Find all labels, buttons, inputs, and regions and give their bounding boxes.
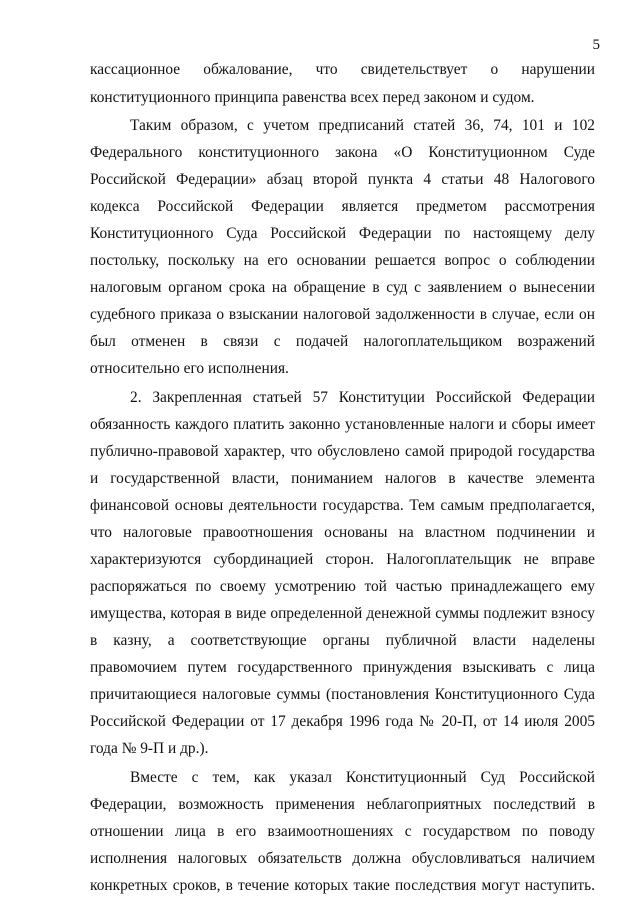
text-line: характеризуются субординацией сторон. Налогоплательщик не вправе [90, 551, 595, 568]
text-line: постольку, поскольку на его основании решается вопрос о соблюдении [90, 252, 595, 269]
text-line: Федерального конституционного закона «О Конституционном Суде [90, 144, 595, 161]
text-line: отношении лица в его взаимоотношениях с государством по поводу [90, 823, 595, 840]
text-line: финансовой основы деятельности государства. Тем самым предполагается, [90, 497, 595, 514]
text-line: Федерации, возможность применения неблагоприятных последствий в [90, 796, 595, 813]
text-line: Российской Федерации» абзац второй пункта 4 статьи 48 Налогового [90, 171, 595, 188]
text-line: налоговым органом срока на обращение в суд с заявлением о вынесении [90, 279, 595, 296]
text-line: обязанность каждого платить законно установленные налоги и сборы имеет [90, 416, 595, 433]
text-line: исполнения налоговых обязательств должна обусловливаться наличием [90, 850, 595, 867]
text-line: кодекса Российской Федерации является предметом рассмотрения [90, 198, 595, 215]
text-line: причитающиеся налоговые суммы (постановления Конституционного Суда [90, 686, 595, 703]
text-line: что налоговые правоотношения основаны на властном подчинении и [90, 524, 595, 541]
text-line: конституционного принципа равенства всех перед законом и судом. [90, 89, 535, 106]
text-line: распоряжаться по своему усмотрению той частью принадлежащего ему [90, 578, 595, 595]
text-line: конкретных сроков, в течение которых такие последствия могут наступить. [90, 877, 595, 894]
text-line: Российской Федерации от 17 декабря 1996 года № 20-П, от 14 июля 2005 [90, 713, 595, 730]
text-line: был отменен в связи с подачей налогоплательщиком возражений [90, 333, 595, 350]
text-line: кассационное обжалование, что свидетельствует о нарушении [90, 61, 595, 78]
text-line: судебного приказа о взыскании налоговой задолженности в случае, если он [90, 306, 595, 323]
text-line: Вместе с тем, как указал Конституционный Суд Российской [130, 769, 595, 786]
text-line: и государственной власти, пониманием налогов в качестве элемента [90, 470, 595, 487]
text-line: 2. Закрепленная статьей 57 Конституции Российской Федерации [130, 389, 595, 406]
page-number: 5 [592, 37, 600, 53]
text-line: относительно его исполнения. [90, 360, 289, 377]
text-line: года № 9-П и др.). [90, 740, 209, 757]
text-line: Таким образом, с учетом предписаний статей 36, 74, 101 и 102 [130, 117, 595, 134]
text-line: в казну, а соответствующие органы публичной власти наделены [90, 632, 595, 649]
text-line: имущества, которая в виде определенной денежной суммы подлежит взносу [90, 605, 595, 622]
text-line: публично-правовой характер, что обусловлено самой природой государства [90, 443, 595, 460]
text-line: правомочием путем государственного принуждения взыскивать с лица [90, 659, 595, 676]
text-line: Конституционного Суда Российской Федерации по настоящему делу [90, 225, 595, 242]
